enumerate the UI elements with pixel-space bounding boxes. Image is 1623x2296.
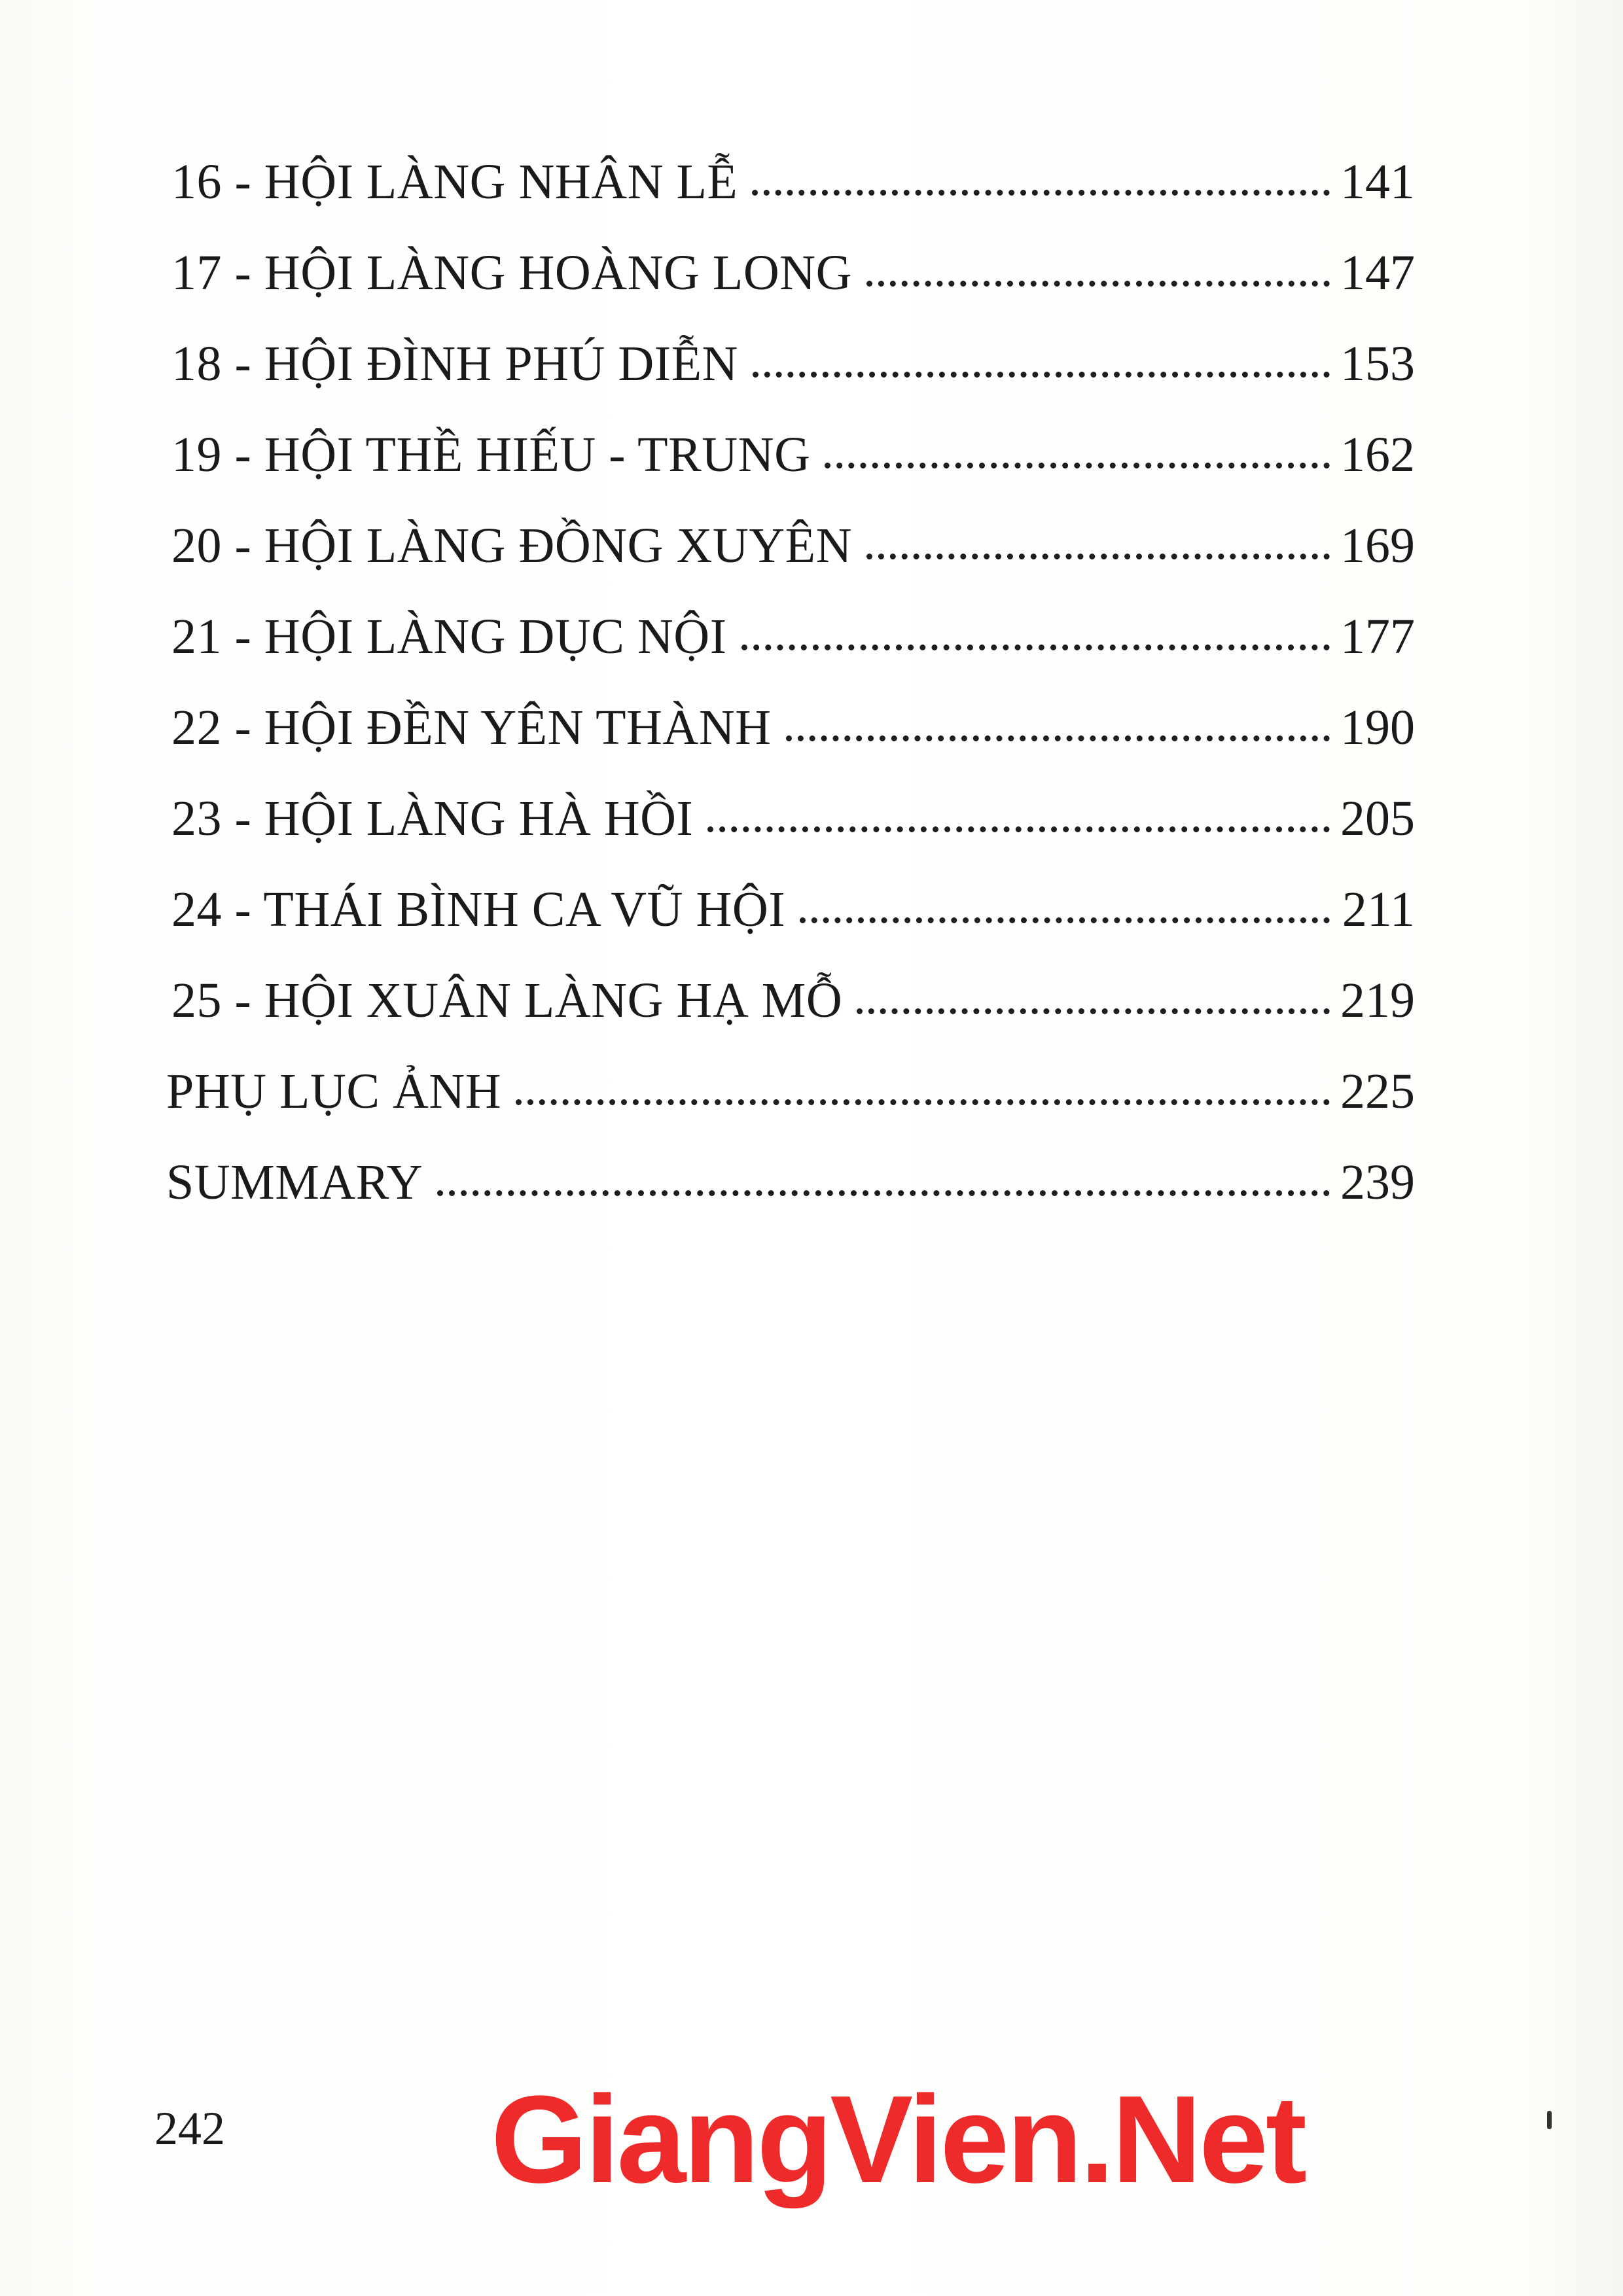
toc-entry (171, 609, 1415, 703)
dot-leader (516, 1099, 1330, 1105)
toc-entry (171, 700, 1415, 794)
dot-leader (752, 190, 1330, 196)
toc-entry-page: 190 (1340, 700, 1415, 755)
toc-entry-page: 141 (1340, 154, 1415, 209)
toc-entry-page: 147 (1340, 245, 1415, 300)
dot-leader (741, 645, 1330, 650)
toc-entry (171, 882, 1415, 976)
toc-entry-title: SUMMARY (166, 1155, 423, 1210)
toc-entry-page: 169 (1340, 518, 1415, 573)
toc-entry (171, 518, 1415, 612)
toc-entry-page: 225 (1340, 1064, 1415, 1119)
dot-leader (866, 554, 1330, 559)
toc-entry-title: 20 - HỘI LÀNG ĐỒNG XUYÊN (171, 518, 852, 573)
toc-entry (166, 1157, 1415, 1248)
watermark-logo: GiangVien.Net (491, 2070, 1305, 2209)
page-edge-mark (1547, 2111, 1552, 2129)
dot-leader (825, 463, 1330, 468)
toc-entry-title: 17 - HỘI LÀNG HOÀNG LONG (171, 245, 852, 300)
table-of-contents (166, 154, 1415, 1248)
toc-entry (171, 154, 1415, 248)
toc-entry-page: 162 (1340, 427, 1415, 482)
toc-entry-page: 239 (1340, 1155, 1415, 1210)
toc-entry (171, 427, 1415, 521)
toc-entry-title: 16 - HỘI LÀNG NHÂN LỄ (171, 154, 738, 209)
toc-entry-title: 22 - HỘI ĐỀN YÊN THÀNH (171, 700, 772, 755)
toc-entry (166, 1064, 1415, 1157)
toc-entry-title: 18 - HỘI ĐÌNH PHÚ DIỄN (171, 336, 738, 391)
toc-entry-page: 219 (1340, 973, 1415, 1028)
toc-entry-title: 25 - HỘI XUÂN LÀNG HẠ MỖ (171, 973, 843, 1028)
toc-entry-page: 205 (1340, 791, 1415, 846)
toc-entry-page: 177 (1340, 609, 1415, 664)
toc-entry (171, 245, 1415, 339)
toc-entry-title: 23 - HỘI LÀNG HÀ HỒI (171, 791, 694, 846)
toc-entry-page: 211 (1342, 882, 1415, 937)
toc-entry-title: PHỤ LỤC ẢNH (166, 1064, 502, 1119)
dot-leader (753, 372, 1330, 378)
dot-leader (437, 1190, 1330, 1196)
dot-leader (866, 281, 1330, 287)
toc-entry (171, 791, 1415, 885)
toc-entry-title: 19 - HỘI THỀ HIẾU - TRUNG (171, 427, 811, 482)
dot-leader (786, 735, 1330, 741)
toc-entry (171, 973, 1415, 1067)
dot-leader (857, 1008, 1330, 1014)
toc-entry-title: 21 - HỘI LÀNG DỤC NỘI (171, 609, 727, 664)
toc-entry (171, 336, 1415, 430)
dot-leader (707, 826, 1330, 832)
toc-entry-title: 24 - THÁI BÌNH CA VŨ HỘI (171, 882, 786, 937)
dot-leader (800, 917, 1330, 923)
page-number: 242 (154, 2102, 225, 2155)
toc-entry-page: 153 (1340, 336, 1415, 391)
